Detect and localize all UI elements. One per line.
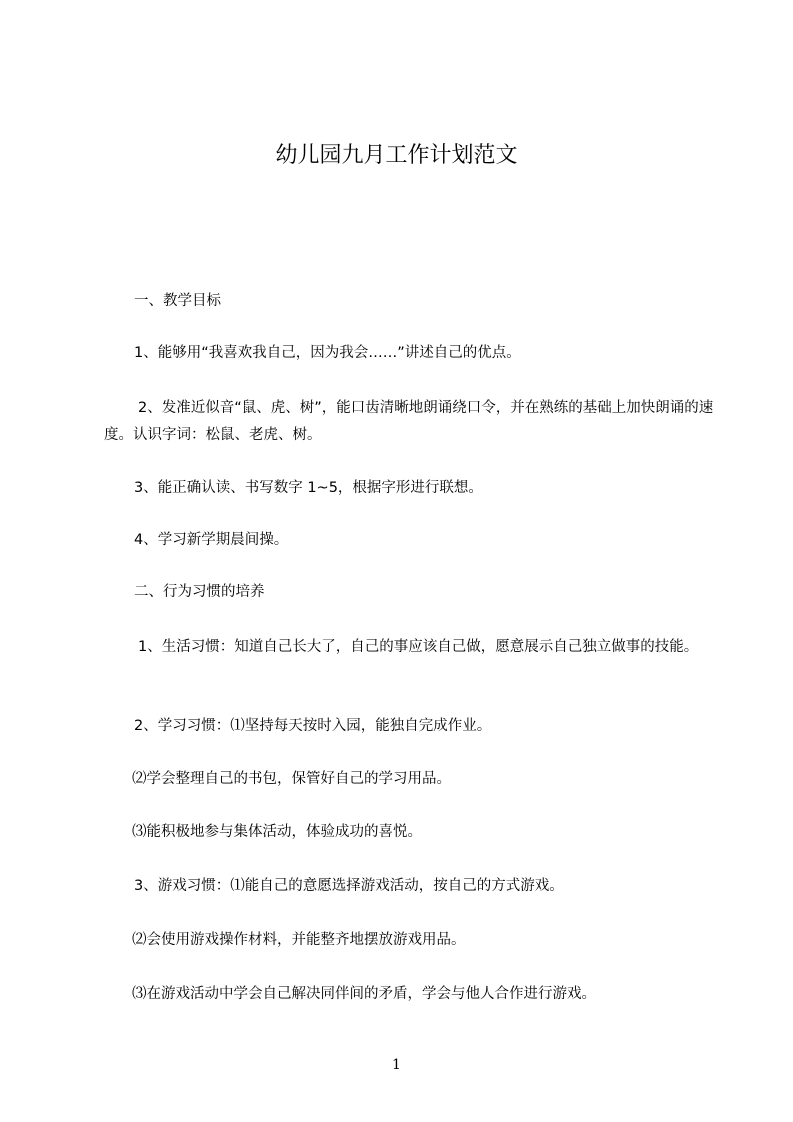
paragraph-habit-3-item-2: ⑵会使用游戏操作材料，并能整齐地摆放游戏用品。 bbox=[132, 932, 466, 948]
paragraph-habit-2: 2、学习习惯：⑴坚持每天按时入园，能独自完成作业。 bbox=[134, 718, 492, 734]
paragraph-goal-2: 2、发准近似音“鼠、虎、树”，能口齿清晰地朗诵绕口令，并在熟练的基础上加快朗诵的速度。认识字词：松鼠、老虎、树。 bbox=[104, 400, 714, 443]
paragraph-goal-4: 4、学习新学期晨间操。 bbox=[134, 532, 289, 548]
paragraph-goal-1: 1、能够用“我喜欢我自己，因为我会……”讲述自己的优点。 bbox=[134, 345, 521, 361]
paragraph-habit-2-item-2: ⑵学会整理自己的书包，保管好自己的学习用品。 bbox=[132, 771, 451, 787]
paragraph-goal-3: 3、能正确认读、书写数字 1~5，根据字形进行联想。 bbox=[134, 480, 483, 496]
document-title: 幼儿园九月工作计划范文 bbox=[275, 143, 518, 168]
page-number: 1 bbox=[392, 1057, 401, 1073]
paragraph-habit-3-item-3: ⑶在游戏活动中学会自己解决同伴间的矛盾，学会与他人合作进行游戏。 bbox=[132, 986, 596, 1002]
section-heading-behavior-habits: 二、行为习惯的培养 bbox=[134, 584, 265, 600]
paragraph-habit-3: 3、游戏习惯：⑴能自己的意愿选择游戏活动，按自己的方式游戏。 bbox=[134, 878, 564, 894]
section-heading-teaching-goals: 一、教学目标 bbox=[134, 293, 221, 309]
paragraph-habit-1: 1、生活习惯：知道自己长大了，自己的事应该自己做，愿意展示自己独立做事的技能。 bbox=[138, 639, 699, 655]
paragraph-habit-2-item-3: ⑶能积极地参与集体活动，体验成功的喜悦。 bbox=[132, 824, 422, 840]
